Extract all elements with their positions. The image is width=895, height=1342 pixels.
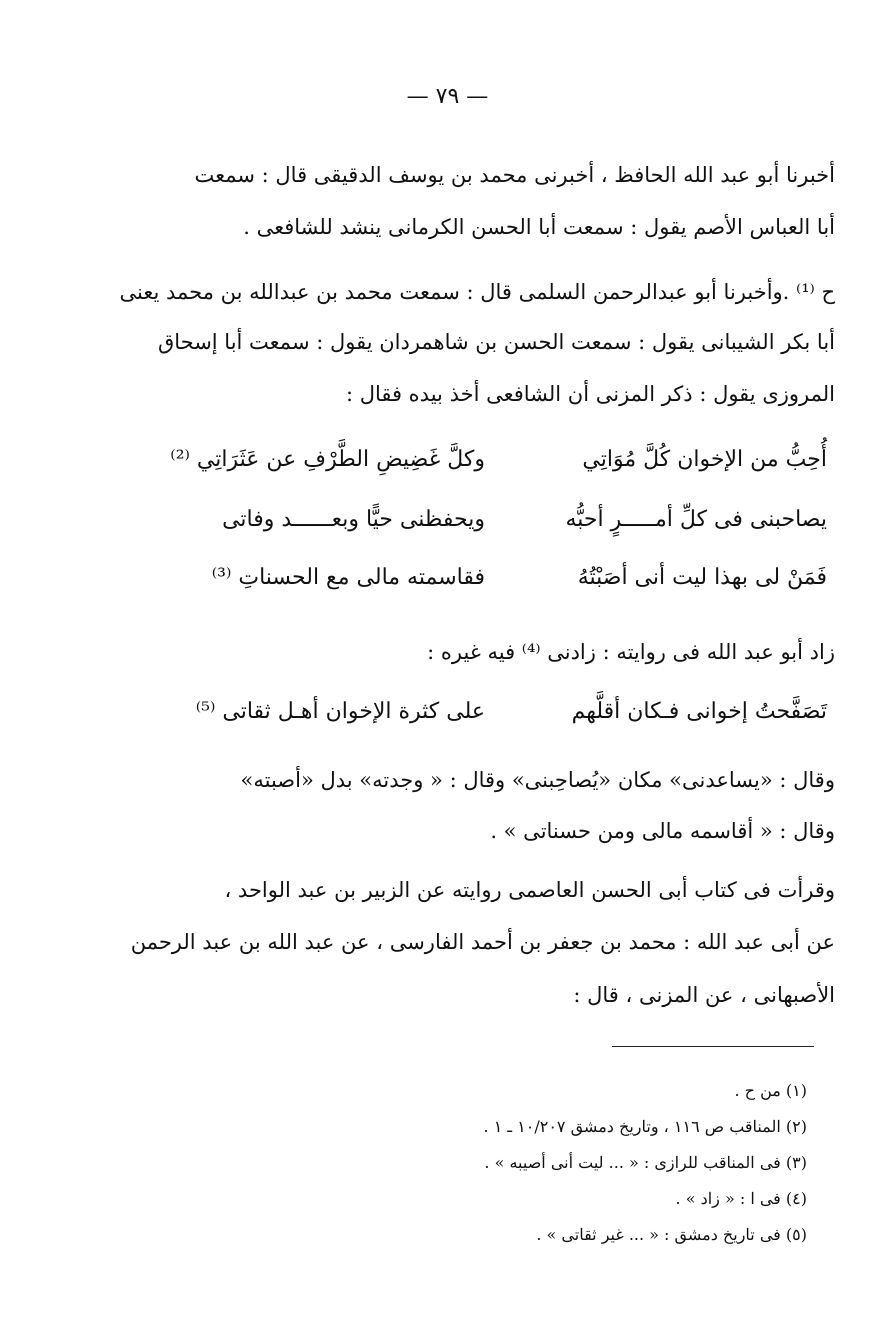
footnote-1: (١) من ح .: [734, 1081, 807, 1100]
verse-4-first-hemistich: تَصَفَّحتُ إخوانى فـكان أقلَّهم: [571, 699, 827, 724]
paragraph3-line-2: وقال : « أقاسمه مالى ومن حسناتى » .: [490, 819, 835, 843]
paragraph2-line-1: ح ⁽¹⁾ .وأخبرنا أبو عبدالرحمن السلمى قال : سمعت محمد بن عبدالله بن محمد يعنى: [119, 280, 835, 304]
footnote-5: (٥) فى تاريخ دمشق : « ... غير ثقاتى » .: [536, 1225, 807, 1244]
paragraph1-line-1: أخبرنا أبو عبد الله الحافظ ، أخبرنى محمد بن يوسف الدقيقى قال : سمعت: [194, 163, 835, 187]
verse-1-second-hemistich: وكلَّ غَضِيضِ الطَّرْفِ عن عَثَرَاتِي ⁽²⁾: [170, 447, 485, 472]
verse-3-second-hemistich: فقاسمته مالى مع الحسناتِ ⁽³⁾: [211, 565, 485, 590]
verse-2-first-hemistich: يصاحبنى فى كلِّ أمـــــرٍ أحبُّه: [565, 507, 827, 532]
footnote-3: (٣) فى المناقب للرازى : « ... ليت أنى أصيبه » .: [484, 1153, 807, 1172]
addition-line: زاد أبو عبد الله فى روايته : زادنى ⁽⁴⁾ فيه غيره :: [427, 640, 835, 664]
paragraph2-line-2: أبا بكر الشيبانى يقول : سمعت الحسن بن شاهمردان يقول : سمعت أبا إسحاق: [157, 330, 835, 354]
verse-2-second-hemistich: ويحفظنى حيًّا وبعــــــد وفاتى: [222, 507, 485, 532]
paragraph4-line-1: وقرأت فى كتاب أبى الحسن العاصمى روايته عن الزبير بن عبد الواحد ،: [224, 878, 835, 902]
paragraph3-line-1: وقال : «يساعدنى» مكان «يُصاحِبنى» وقال : « وجدته» بدل «أصبته»: [240, 768, 835, 792]
footnote-2: (٢) المناقب ص ١١٦ ، وتاريخ دمشق ١٠/٢٠٧ ـ ١ .: [483, 1117, 807, 1136]
verse-1-first-hemistich: أُحِبُّ من الإخوان كُلَّ مُوَاتِي: [582, 447, 827, 472]
paragraph4-line-3: الأصبهانى ، عن المزنى ، قال :: [573, 983, 835, 1007]
verse-4-second-hemistich: على كثرة الإخوان أهـل ثقاتى ⁽⁵⁾: [195, 699, 485, 724]
verse-3-first-hemistich: فَمَنْ لى بهذا ليت أنى أصَبْتُهُ: [577, 565, 827, 590]
page-number: — ٧٩ —: [406, 84, 489, 109]
paragraph2-line-3: المروزى يقول : ذكر المزنى أن الشافعى أخذ بيده فقال :: [345, 382, 835, 406]
footnote-divider: [612, 1046, 814, 1047]
paragraph1-line-2: أبا العباس الأصم يقول : سمعت أبا الحسن الكرمانى ينشد للشافعى .: [243, 215, 835, 239]
footnote-4: (٤) فى ا : « زاد » .: [675, 1189, 807, 1208]
paragraph4-line-2: عن أبى عبد الله : محمد بن جعفر بن أحمد الفارسى ، عن عبد الله بن عبد الرحمن: [130, 930, 835, 954]
